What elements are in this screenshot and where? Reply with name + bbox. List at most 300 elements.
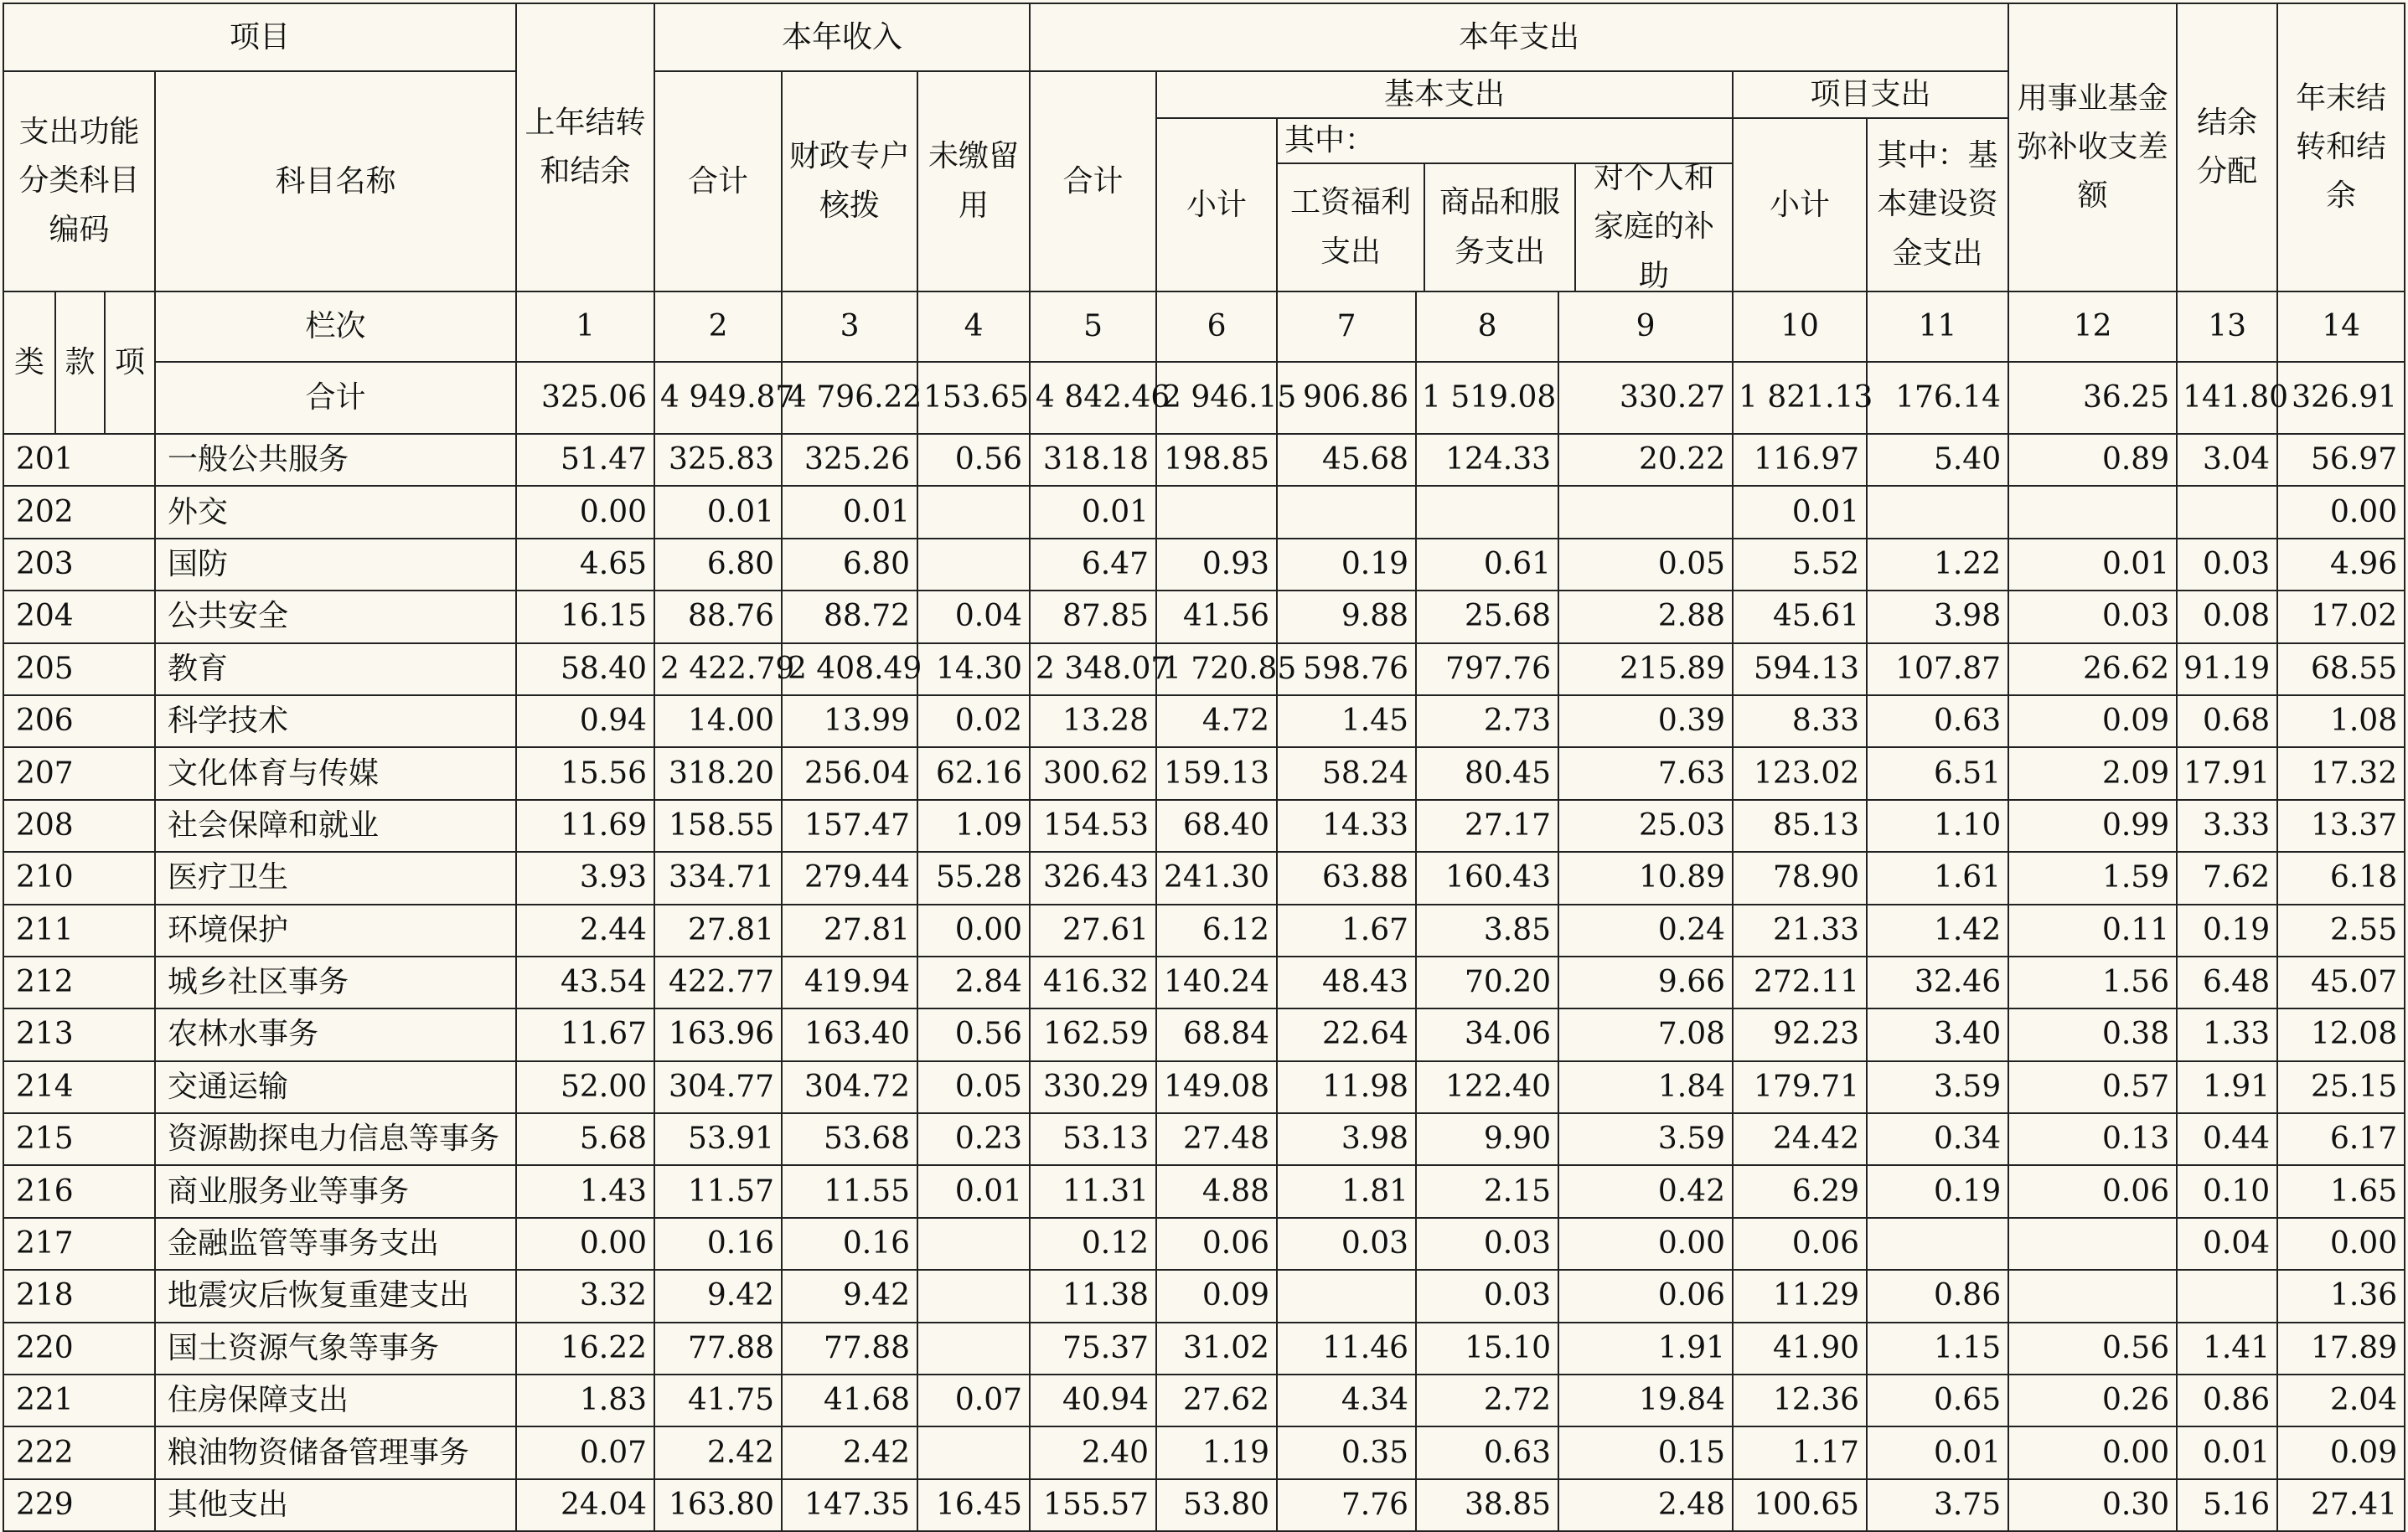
row-value: 0.63 [1416,1426,1558,1478]
column-number: 3 [782,291,917,362]
row-value [1277,486,1416,538]
total-cell: 4 842.46 [1030,362,1156,434]
row-value: 6.12 [1156,905,1277,957]
row-value: 10.89 [1558,852,1733,904]
header-fund-makeup: 用事业基金弥补收支差额 [2008,3,2177,291]
row-value: 40.94 [1030,1375,1156,1426]
header-project: 项目支出 [1733,71,2008,118]
row-value [1558,486,1733,538]
column-number: 10 [1733,291,1867,362]
row-value: 25.15 [2277,1061,2405,1113]
row-value: 77.88 [782,1323,917,1375]
row-value: 0.01 [917,1165,1030,1217]
table-row [3,1061,2405,1113]
row-value: 11.98 [1277,1061,1416,1113]
header-xiangmu: 项目 [3,3,516,71]
row-value: 1.15 [1867,1323,2008,1375]
row-value: 4.72 [1156,695,1277,747]
row-code: 214 [3,1061,155,1113]
header-income: 本年收入 [654,3,1030,71]
row-value: 2.73 [1416,695,1558,747]
column-number: 6 [1156,291,1277,362]
row-value: 43.54 [516,957,654,1008]
row-value: 0.34 [1867,1113,2008,1165]
row-name: 商业服务业等事务 [155,1165,516,1217]
row-code: 202 [3,486,155,538]
row-value: 77.88 [654,1323,782,1375]
row-value: 0.01 [2177,1426,2277,1478]
column-number: 9 [1558,291,1733,362]
row-value: 0.01 [1733,486,1867,538]
row-value: 0.26 [2008,1375,2177,1426]
table-row [3,957,2405,1008]
row-value: 9.66 [1558,957,1733,1008]
row-value: 0.44 [2177,1113,2277,1165]
row-value: 0.39 [1558,695,1733,747]
row-value: 5.40 [1867,434,2008,486]
row-value: 20.22 [1558,434,1733,486]
table-row [3,1479,2405,1531]
row-value: 0.01 [782,486,917,538]
row-value: 1.65 [2277,1165,2405,1217]
total-label: 合计 [155,362,516,434]
row-value: 198.85 [1156,434,1277,486]
row-value: 318.20 [654,747,782,799]
row-value: 88.72 [782,591,917,642]
total-cell: 2 946.15 [1156,362,1277,434]
column-number: 14 [2277,291,2405,362]
row-name: 国防 [155,539,516,591]
row-value: 41.75 [654,1375,782,1426]
row-value: 17.32 [2277,747,2405,799]
header-surplus-dist: 结余分配 [2177,3,2277,291]
row-value: 4.96 [2277,539,2405,591]
row-value: 48.43 [1277,957,1416,1008]
row-name: 农林水事务 [155,1008,516,1060]
total-row [3,362,2405,434]
header-basic-breakdown [1277,118,1733,291]
row-value: 0.07 [917,1375,1030,1426]
row-value: 5.68 [516,1113,654,1165]
row-name: 科学技术 [155,695,516,747]
row-value: 0.03 [2177,539,2277,591]
row-value: 3.59 [1558,1113,1733,1165]
row-value: 0.16 [782,1218,917,1270]
row-value: 6.80 [782,539,917,591]
row-code: 220 [3,1323,155,1375]
row-value: 68.40 [1156,800,1277,852]
row-value: 0.04 [917,591,1030,642]
row-code: 201 [3,434,155,486]
row-value: 45.61 [1733,591,1867,642]
row-code: 210 [3,852,155,904]
column-number: 8 [1416,291,1558,362]
row-value: 1.41 [2177,1323,2277,1375]
table-row [3,539,2405,591]
row-value: 0.00 [516,1218,654,1270]
row-value: 53.80 [1156,1479,1277,1531]
row-value: 0.93 [1156,539,1277,591]
row-value: 2.09 [2008,747,2177,799]
row-code: 229 [3,1479,155,1531]
row-name: 资源勘探电力信息等事务 [155,1113,516,1165]
row-value: 0.12 [1030,1218,1156,1270]
header-year-end: 年末结转和结余 [2277,3,2405,291]
row-value: 17.89 [2277,1323,2405,1375]
row-value: 11.29 [1733,1270,1867,1322]
row-value: 17.91 [2177,747,2277,799]
row-value: 0.09 [1156,1270,1277,1322]
row-value: 3.40 [1867,1008,2008,1060]
row-value: 1.59 [2008,852,2177,904]
row-name: 交通运输 [155,1061,516,1113]
row-value: 4.65 [516,539,654,591]
row-value: 0.02 [917,695,1030,747]
row-value: 1.45 [1277,695,1416,747]
row-value: 70.20 [1416,957,1558,1008]
total-cell: 325.06 [516,362,654,434]
table-row [3,1375,2405,1426]
header-expense: 本年支出 [1030,3,2008,71]
row-value: 1.19 [1156,1426,1277,1478]
table-row [3,1165,2405,1217]
row-code: 205 [3,643,155,695]
row-name: 城乡社区事务 [155,957,516,1008]
row-name: 金融监管等事务支出 [155,1218,516,1270]
row-value: 0.09 [2008,695,2177,747]
row-value: 4.88 [1156,1165,1277,1217]
table-row [3,1008,2405,1060]
row-value: 6.47 [1030,539,1156,591]
row-value: 598.76 [1277,643,1416,695]
row-value: 1.33 [2177,1008,2277,1060]
row-value: 53.13 [1030,1113,1156,1165]
row-value: 3.98 [1277,1113,1416,1165]
row-value: 6.17 [2277,1113,2405,1165]
row-value: 325.83 [654,434,782,486]
row-value: 25.68 [1416,591,1558,642]
row-value: 1.84 [1558,1061,1733,1113]
row-code: 212 [3,957,155,1008]
row-code: 216 [3,1165,155,1217]
row-name: 医疗卫生 [155,852,516,904]
row-value: 13.37 [2277,800,2405,852]
row-value: 155.57 [1030,1479,1156,1531]
row-value: 0.10 [2177,1165,2277,1217]
row-value: 1.17 [1733,1426,1867,1478]
row-value: 53.68 [782,1113,917,1165]
row-value: 0.06 [1558,1270,1733,1322]
row-value: 0.15 [1558,1426,1733,1478]
table-row [3,905,2405,957]
table-row [3,1218,2405,1270]
row-value: 11.46 [1277,1323,1416,1375]
row-value: 159.13 [1156,747,1277,799]
row-name: 地震灾后恢复重建支出 [155,1270,516,1322]
row-value: 3.33 [2177,800,2277,852]
row-value: 304.77 [654,1061,782,1113]
row-value: 25.03 [1558,800,1733,852]
row-value: 53.91 [654,1113,782,1165]
table-row [3,486,2405,538]
row-value: 0.05 [917,1061,1030,1113]
column-number: 1 [516,291,654,362]
total-cell: 4 796.22 [782,362,917,434]
row-value [1277,1270,1416,1322]
row-value [917,1218,1030,1270]
row-value: 0.09 [2277,1426,2405,1478]
row-value: 6.29 [1733,1165,1867,1217]
header-income-fiscal: 财政专户核拨 [782,71,917,291]
header-kuan: 款 [55,291,105,434]
row-value: 5.52 [1733,539,1867,591]
total-cell: 1 821.13 [1733,362,1867,434]
row-value: 0.06 [1733,1218,1867,1270]
row-value: 3.59 [1867,1061,2008,1113]
row-value: 0.86 [2177,1375,2277,1426]
header-basic-personal: 对个人和家庭的补助 [1594,161,1715,293]
row-value: 8.33 [1733,695,1867,747]
row-value: 0.13 [2008,1113,2177,1165]
row-value: 24.04 [516,1479,654,1531]
row-value: 58.24 [1277,747,1416,799]
row-value: 0.68 [2177,695,2277,747]
row-name: 住房保障支出 [155,1375,516,1426]
row-value: 14.30 [917,643,1030,695]
row-value: 0.05 [1558,539,1733,591]
row-value: 2.40 [1030,1426,1156,1478]
row-value: 62.16 [917,747,1030,799]
column-number: 7 [1277,291,1416,362]
row-name: 文化体育与传媒 [155,747,516,799]
table-row [3,800,2405,852]
row-value: 2.48 [1558,1479,1733,1531]
row-code: 203 [3,539,155,591]
row-value: 158.55 [654,800,782,852]
row-value: 0.19 [1867,1165,2008,1217]
row-value: 140.24 [1156,957,1277,1008]
column-number: 13 [2177,291,2277,362]
row-value [2008,486,2177,538]
row-value: 0.42 [1558,1165,1733,1217]
row-value: 419.94 [782,957,917,1008]
row-value: 0.03 [1416,1270,1558,1322]
header-basic-salary: 工资福利支出 [1278,164,1425,291]
total-cell: 4 949.87 [654,362,782,434]
row-value: 55.28 [917,852,1030,904]
column-number: 11 [1867,291,2008,362]
row-value: 0.04 [2177,1218,2277,1270]
row-value: 11.31 [1030,1165,1156,1217]
table-row [3,1113,2405,1165]
header-basic-of-which: 其中： [1284,119,1378,162]
row-value: 416.32 [1030,957,1156,1008]
total-cell: 176.14 [1867,362,2008,434]
row-value [1156,486,1277,538]
row-value [917,486,1030,538]
table-row [3,434,2405,486]
row-value: 88.76 [654,591,782,642]
row-value: 1.09 [917,800,1030,852]
row-value: 2.55 [2277,905,2405,957]
row-value: 0.89 [2008,434,2177,486]
row-value: 215.89 [1558,643,1733,695]
row-value [917,1270,1030,1322]
row-name: 公共安全 [155,591,516,642]
column-number: 4 [917,291,1030,362]
row-value: 0.11 [2008,905,2177,957]
row-code: 211 [3,905,155,957]
row-value: 0.56 [917,434,1030,486]
total-cell: 906.86 [1277,362,1416,434]
row-value: 26.62 [2008,643,2177,695]
row-value: 11.38 [1030,1270,1156,1322]
row-value [917,1323,1030,1375]
row-value: 14.00 [654,695,782,747]
row-value: 63.88 [1277,852,1416,904]
row-value: 241.30 [1156,852,1277,904]
row-value: 0.00 [516,486,654,538]
row-value: 11.69 [516,800,654,852]
row-value: 0.06 [2008,1165,2177,1217]
row-value [1416,486,1558,538]
row-value: 41.56 [1156,591,1277,642]
row-value: 1.22 [1867,539,2008,591]
row-value: 0.01 [1030,486,1156,538]
row-value: 7.63 [1558,747,1733,799]
row-value: 31.02 [1156,1323,1277,1375]
header-project-construction: 其中：基本建设资金支出 [1867,118,2008,291]
row-value: 3.98 [1867,591,2008,642]
column-no-label: 栏次 [155,291,516,362]
row-value: 1.61 [1867,852,2008,904]
row-value: 52.00 [516,1061,654,1113]
row-value: 27.62 [1156,1375,1277,1426]
row-name: 粮油物资储备管理事务 [155,1426,516,1478]
header-lei: 类 [3,291,55,434]
row-value: 0.00 [2277,486,2405,538]
row-value: 13.99 [782,695,917,747]
row-value: 160.43 [1416,852,1558,904]
row-value: 3.75 [1867,1479,2008,1531]
row-value: 11.67 [516,1008,654,1060]
row-value: 107.87 [1867,643,2008,695]
row-value: 0.19 [1277,539,1416,591]
row-value: 0.01 [2008,539,2177,591]
row-value: 2.15 [1416,1165,1558,1217]
row-value: 1.08 [2277,695,2405,747]
row-value: 2.04 [2277,1375,2405,1426]
row-value: 27.81 [782,905,917,957]
row-value: 334.71 [654,852,782,904]
row-value: 1.56 [2008,957,2177,1008]
row-value: 154.53 [1030,800,1156,852]
row-name: 教育 [155,643,516,695]
table-row [3,1270,2405,1322]
row-value: 6.48 [2177,957,2277,1008]
total-cell: 141.80 [2177,362,2277,434]
row-value: 0.08 [2177,591,2277,642]
row-value: 2.44 [516,905,654,957]
row-value: 41.68 [782,1375,917,1426]
row-value: 0.03 [1416,1218,1558,1270]
row-value: 27.81 [654,905,782,957]
row-value: 68.84 [1156,1008,1277,1060]
row-value: 300.62 [1030,747,1156,799]
row-value: 279.44 [782,852,917,904]
row-value [2177,1270,2277,1322]
column-number-row [3,291,2405,362]
row-code: 222 [3,1426,155,1478]
row-value: 326.43 [1030,852,1156,904]
row-value: 1.91 [2177,1061,2277,1113]
row-value: 157.47 [782,800,917,852]
row-value: 45.68 [1277,434,1416,486]
row-value: 1.10 [1867,800,2008,852]
row-value: 272.11 [1733,957,1867,1008]
row-value: 78.90 [1733,852,1867,904]
row-value: 0.30 [2008,1479,2177,1531]
row-value: 3.93 [516,852,654,904]
table-row [3,1323,2405,1375]
row-value: 91.19 [2177,643,2277,695]
row-value: 7.62 [2177,852,2277,904]
row-value: 0.00 [2008,1426,2177,1478]
header-income-total: 合计 [654,71,782,291]
row-value: 80.45 [1416,747,1558,799]
row-value: 2 408.49 [782,643,917,695]
row-value: 1.91 [1558,1323,1733,1375]
row-value: 11.57 [654,1165,782,1217]
row-value: 162.59 [1030,1008,1156,1060]
row-value: 12.36 [1733,1375,1867,1426]
row-value: 1.83 [516,1375,654,1426]
row-value: 3.32 [516,1270,654,1322]
row-value: 0.61 [1416,539,1558,591]
row-value [917,1426,1030,1478]
row-value: 45.07 [2277,957,2405,1008]
row-value: 12.08 [2277,1008,2405,1060]
row-value: 1.67 [1277,905,1416,957]
row-value: 149.08 [1156,1061,1277,1113]
row-value: 75.37 [1030,1323,1156,1375]
row-value: 2.72 [1416,1375,1558,1426]
row-value: 1.42 [1867,905,2008,957]
row-value: 0.03 [1277,1218,1416,1270]
row-value: 3.85 [1416,905,1558,957]
header-expense-total: 合计 [1030,71,1156,291]
row-value: 124.33 [1416,434,1558,486]
row-value: 0.01 [1867,1426,2008,1478]
row-value: 15.56 [516,747,654,799]
row-value: 179.71 [1733,1061,1867,1113]
row-value: 422.77 [654,957,782,1008]
total-cell: 1 519.08 [1416,362,1558,434]
row-value: 22.64 [1277,1008,1416,1060]
row-value: 1.81 [1277,1165,1416,1217]
row-value: 0.35 [1277,1426,1416,1478]
row-name: 社会保障和就业 [155,800,516,852]
table-row [3,643,2405,695]
row-value: 122.40 [1416,1061,1558,1113]
row-value: 594.13 [1733,643,1867,695]
table-row [3,695,2405,747]
row-value: 3.04 [2177,434,2277,486]
row-value: 27.61 [1030,905,1156,957]
row-value: 116.97 [1733,434,1867,486]
row-value [1867,486,2008,538]
row-value: 0.01 [654,486,782,538]
